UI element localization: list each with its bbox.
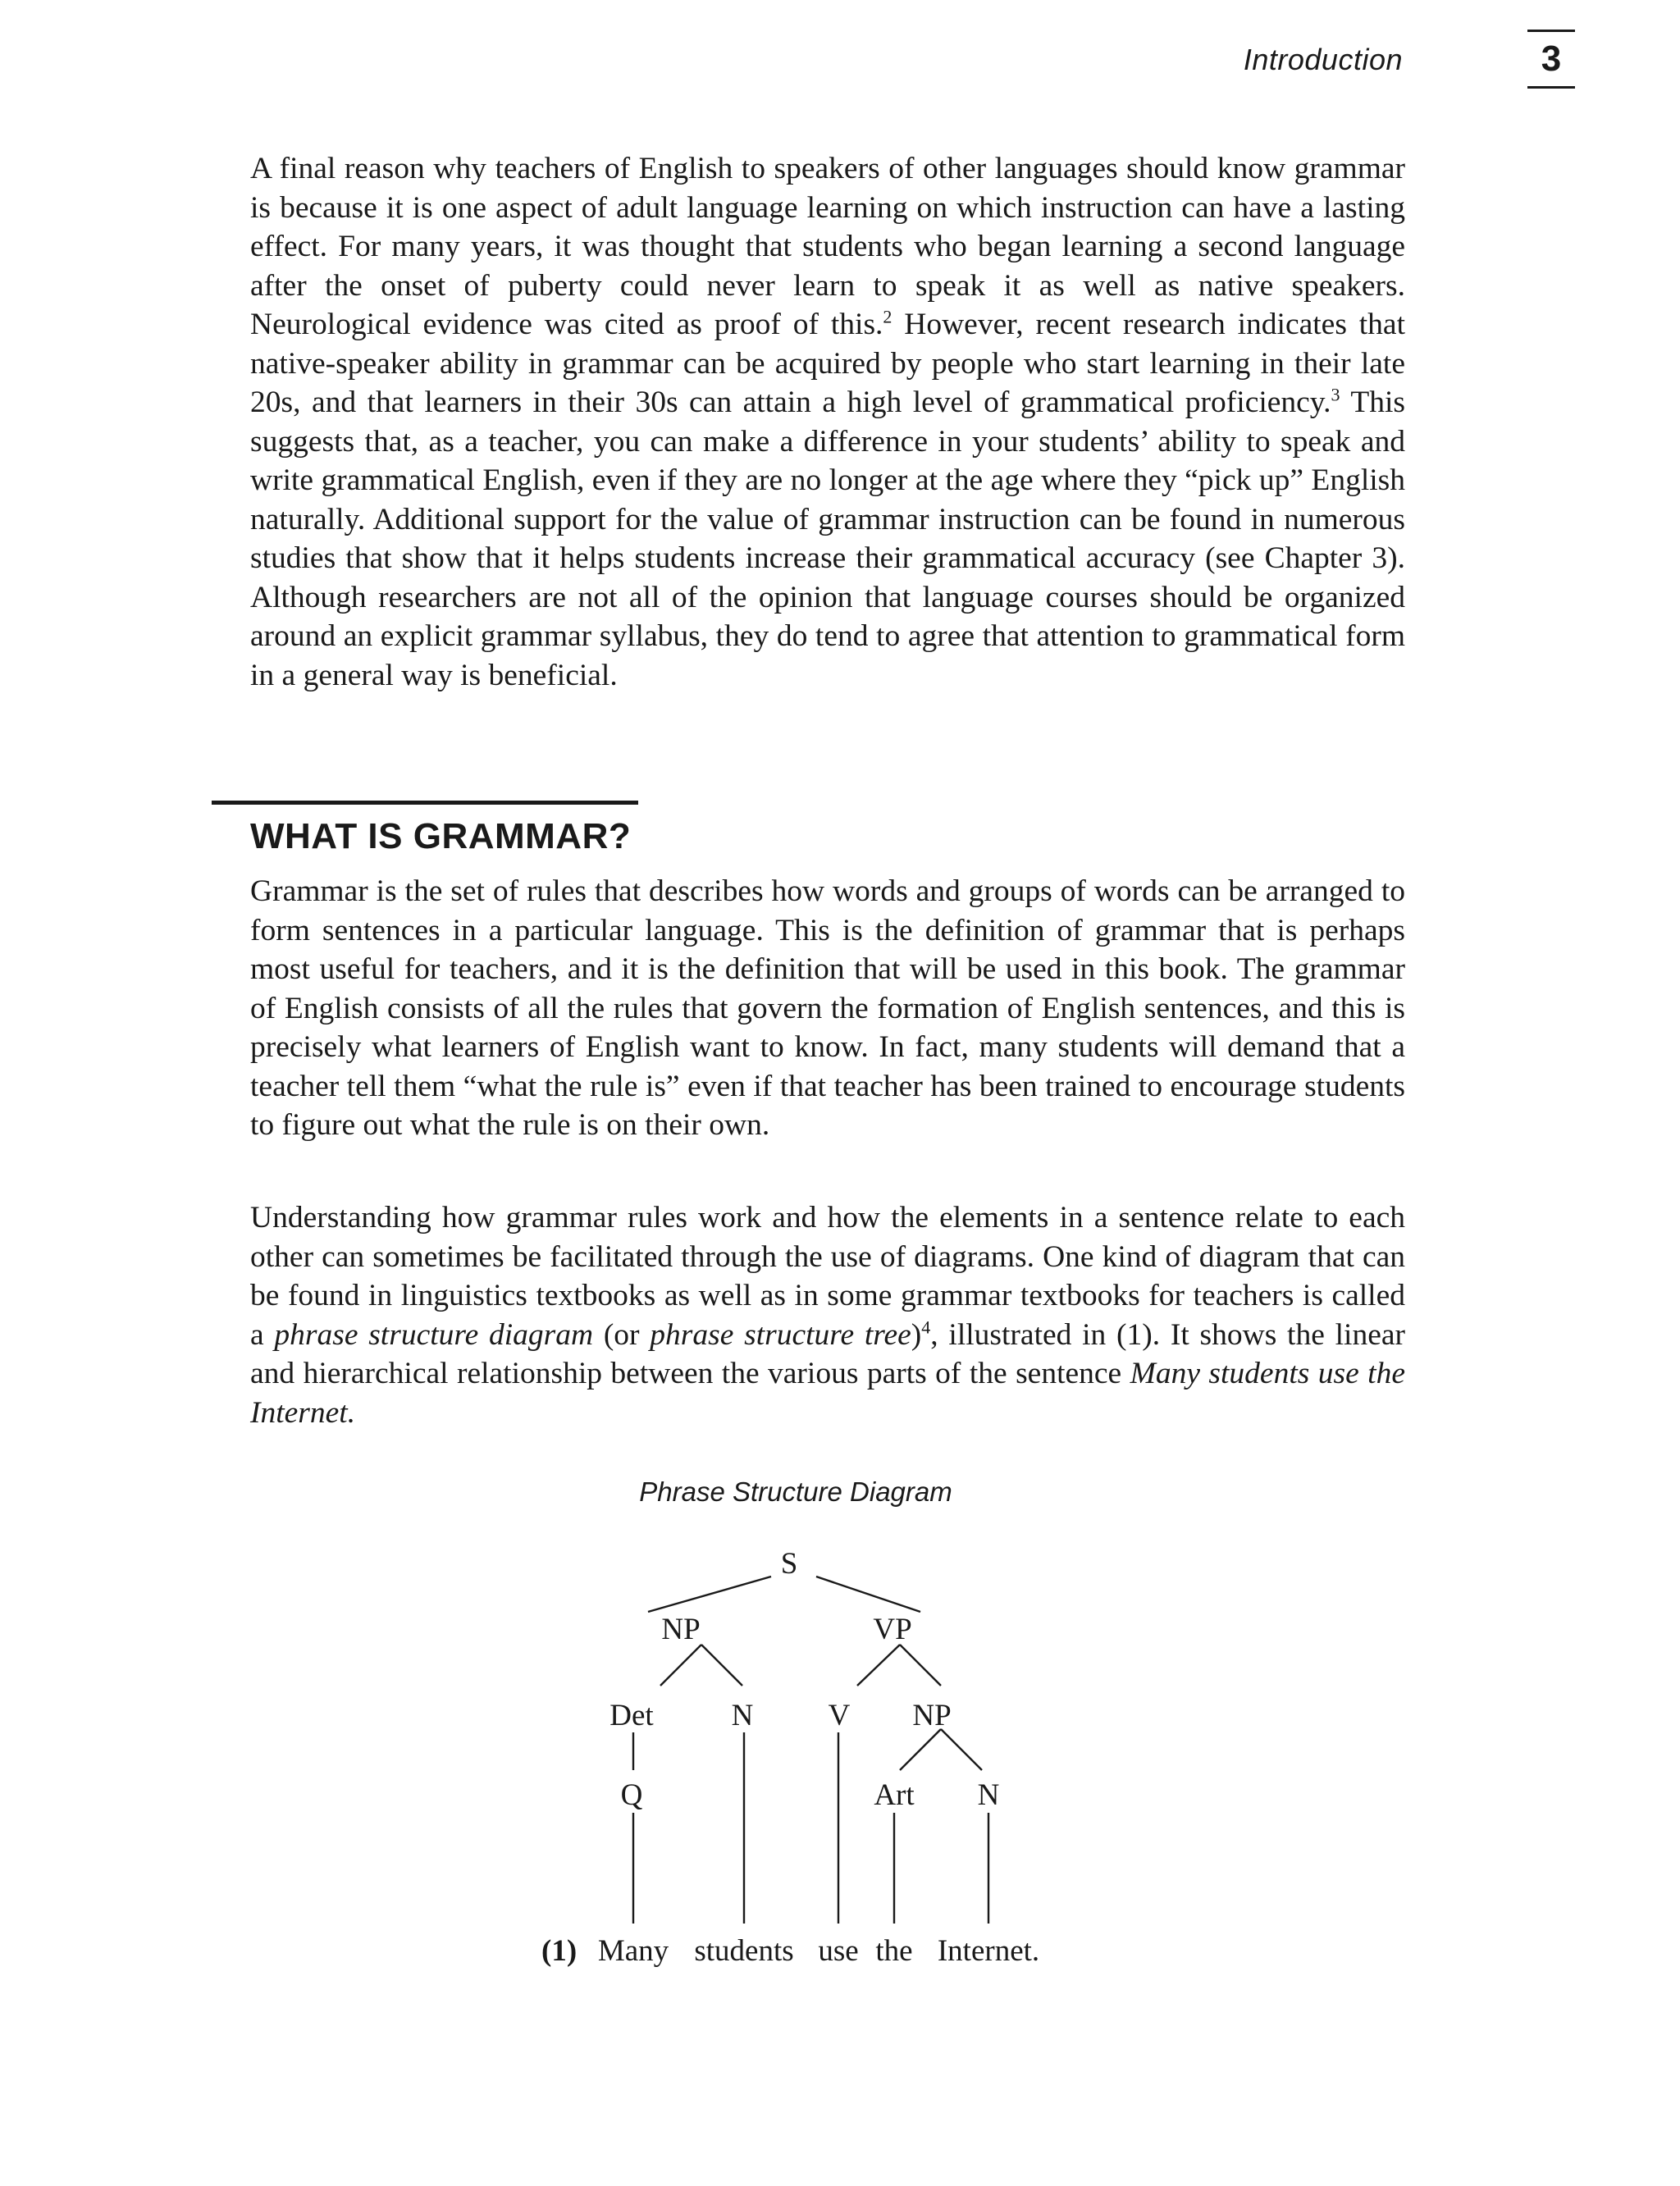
branch-s-vp xyxy=(816,1577,920,1612)
figure-title: Phrase Structure Diagram xyxy=(639,1476,952,1507)
paragraph-text: ) xyxy=(911,1317,922,1352)
node-q: Q xyxy=(620,1778,643,1812)
sentence-word: Internet. xyxy=(937,1934,1040,1968)
paragraph-text: Understanding how grammar rules work and how the elements in a sentence relate to each other can sometimes be facilitated through the use of diagrams. One kind of diagram that can be found in linguistics textbooks as well as in some grammar textbooks for teachers is called a xyxy=(250,1201,1405,1352)
branch-np-n xyxy=(701,1645,742,1686)
example-sentence: Many students use the Internet. xyxy=(250,1357,1405,1430)
branch-vp-v xyxy=(857,1645,900,1686)
branch-np2-art xyxy=(900,1729,941,1770)
sentence-word: students xyxy=(694,1934,794,1968)
paragraph-text: , illustrated in (1). It shows the linear and hierarchical relationship between the various parts of the sentence xyxy=(250,1317,1405,1390)
running-head-title: Introduction xyxy=(1243,43,1403,76)
term-phrase-structure-tree: phrase structure tree xyxy=(650,1317,911,1352)
paragraph-text: However, recent research indicates that native-speaker ability in grammar can be acquired by people who start learning in their late 20s, and that learners in their 30s can attain a high level of grammatical proficiency. xyxy=(250,308,1405,419)
node-v: V xyxy=(828,1699,851,1732)
footnote-marker: 4 xyxy=(921,1317,931,1337)
section-heading: WHAT IS GRAMMAR? xyxy=(250,816,632,856)
definition-paragraph: Grammar is the set of rules that describes how words and groups of words can be arranged to form sentences in a particular language. This is the definition of grammar that is perhaps most useful for teachers, and it is the definition that will be used in this book. The grammar of English consists of all the rules that govern the formation of English sentences, and this is precisely what learners of English want to know. In fact, many students will demand that a teacher tell them “what the rule is” even if that teacher has been trained to encourage students to figure out what the rule is on their own. xyxy=(250,874,1405,1142)
sentence-word: use xyxy=(818,1934,859,1968)
footnote-marker: 2 xyxy=(883,306,892,327)
branch-np-det xyxy=(660,1645,701,1686)
branch-np2-n xyxy=(941,1729,982,1770)
paragraph-text: This suggests that, as a teacher, you can make a difference in your students’ ability to speak and write grammatical English, even if they are no longer at the age where they “pick up” English naturally. Additional support for the value of grammar instruction can be found in numerous studies that show that it helps students increase their grammatical accuracy (see Chapter 3). Although researchers are not all of the opinion that language courses should be organized around an explicit grammar syllabus, they do tend to agree that attention to grammatical form in a general way is beneficial. xyxy=(250,386,1405,692)
node-s: S xyxy=(780,1547,798,1581)
page-number: 3 xyxy=(1527,30,1575,89)
node-art: Art xyxy=(874,1778,915,1812)
term-phrase-structure-diagram: phrase structure diagram xyxy=(274,1317,594,1352)
example-number: (1) xyxy=(541,1934,578,1968)
paragraph-text: (or xyxy=(593,1317,651,1352)
branch-vp-np xyxy=(900,1645,941,1686)
sentence-word: the xyxy=(875,1934,913,1968)
node-np: NP xyxy=(912,1699,952,1732)
paragraph-text: A final reason why teachers of English to speakers of other languages should know grammar is because it is one aspect of adult language learning on which instruction can have a lasting effect. For many years, it was thought that students who began learning a second language after the onset of puberty could never learn to speak it as well as native speakers. Neurological evidence was cited as proof of this. xyxy=(250,152,1405,341)
node-n: N xyxy=(731,1699,754,1732)
node-vp: VP xyxy=(873,1613,912,1646)
footnote-marker: 3 xyxy=(1331,384,1340,405)
node-det: Det xyxy=(609,1699,654,1732)
node-n: N xyxy=(977,1778,1000,1812)
branch-s-np xyxy=(648,1577,771,1612)
node-np: NP xyxy=(661,1613,701,1646)
sentence-word: Many xyxy=(597,1934,669,1968)
